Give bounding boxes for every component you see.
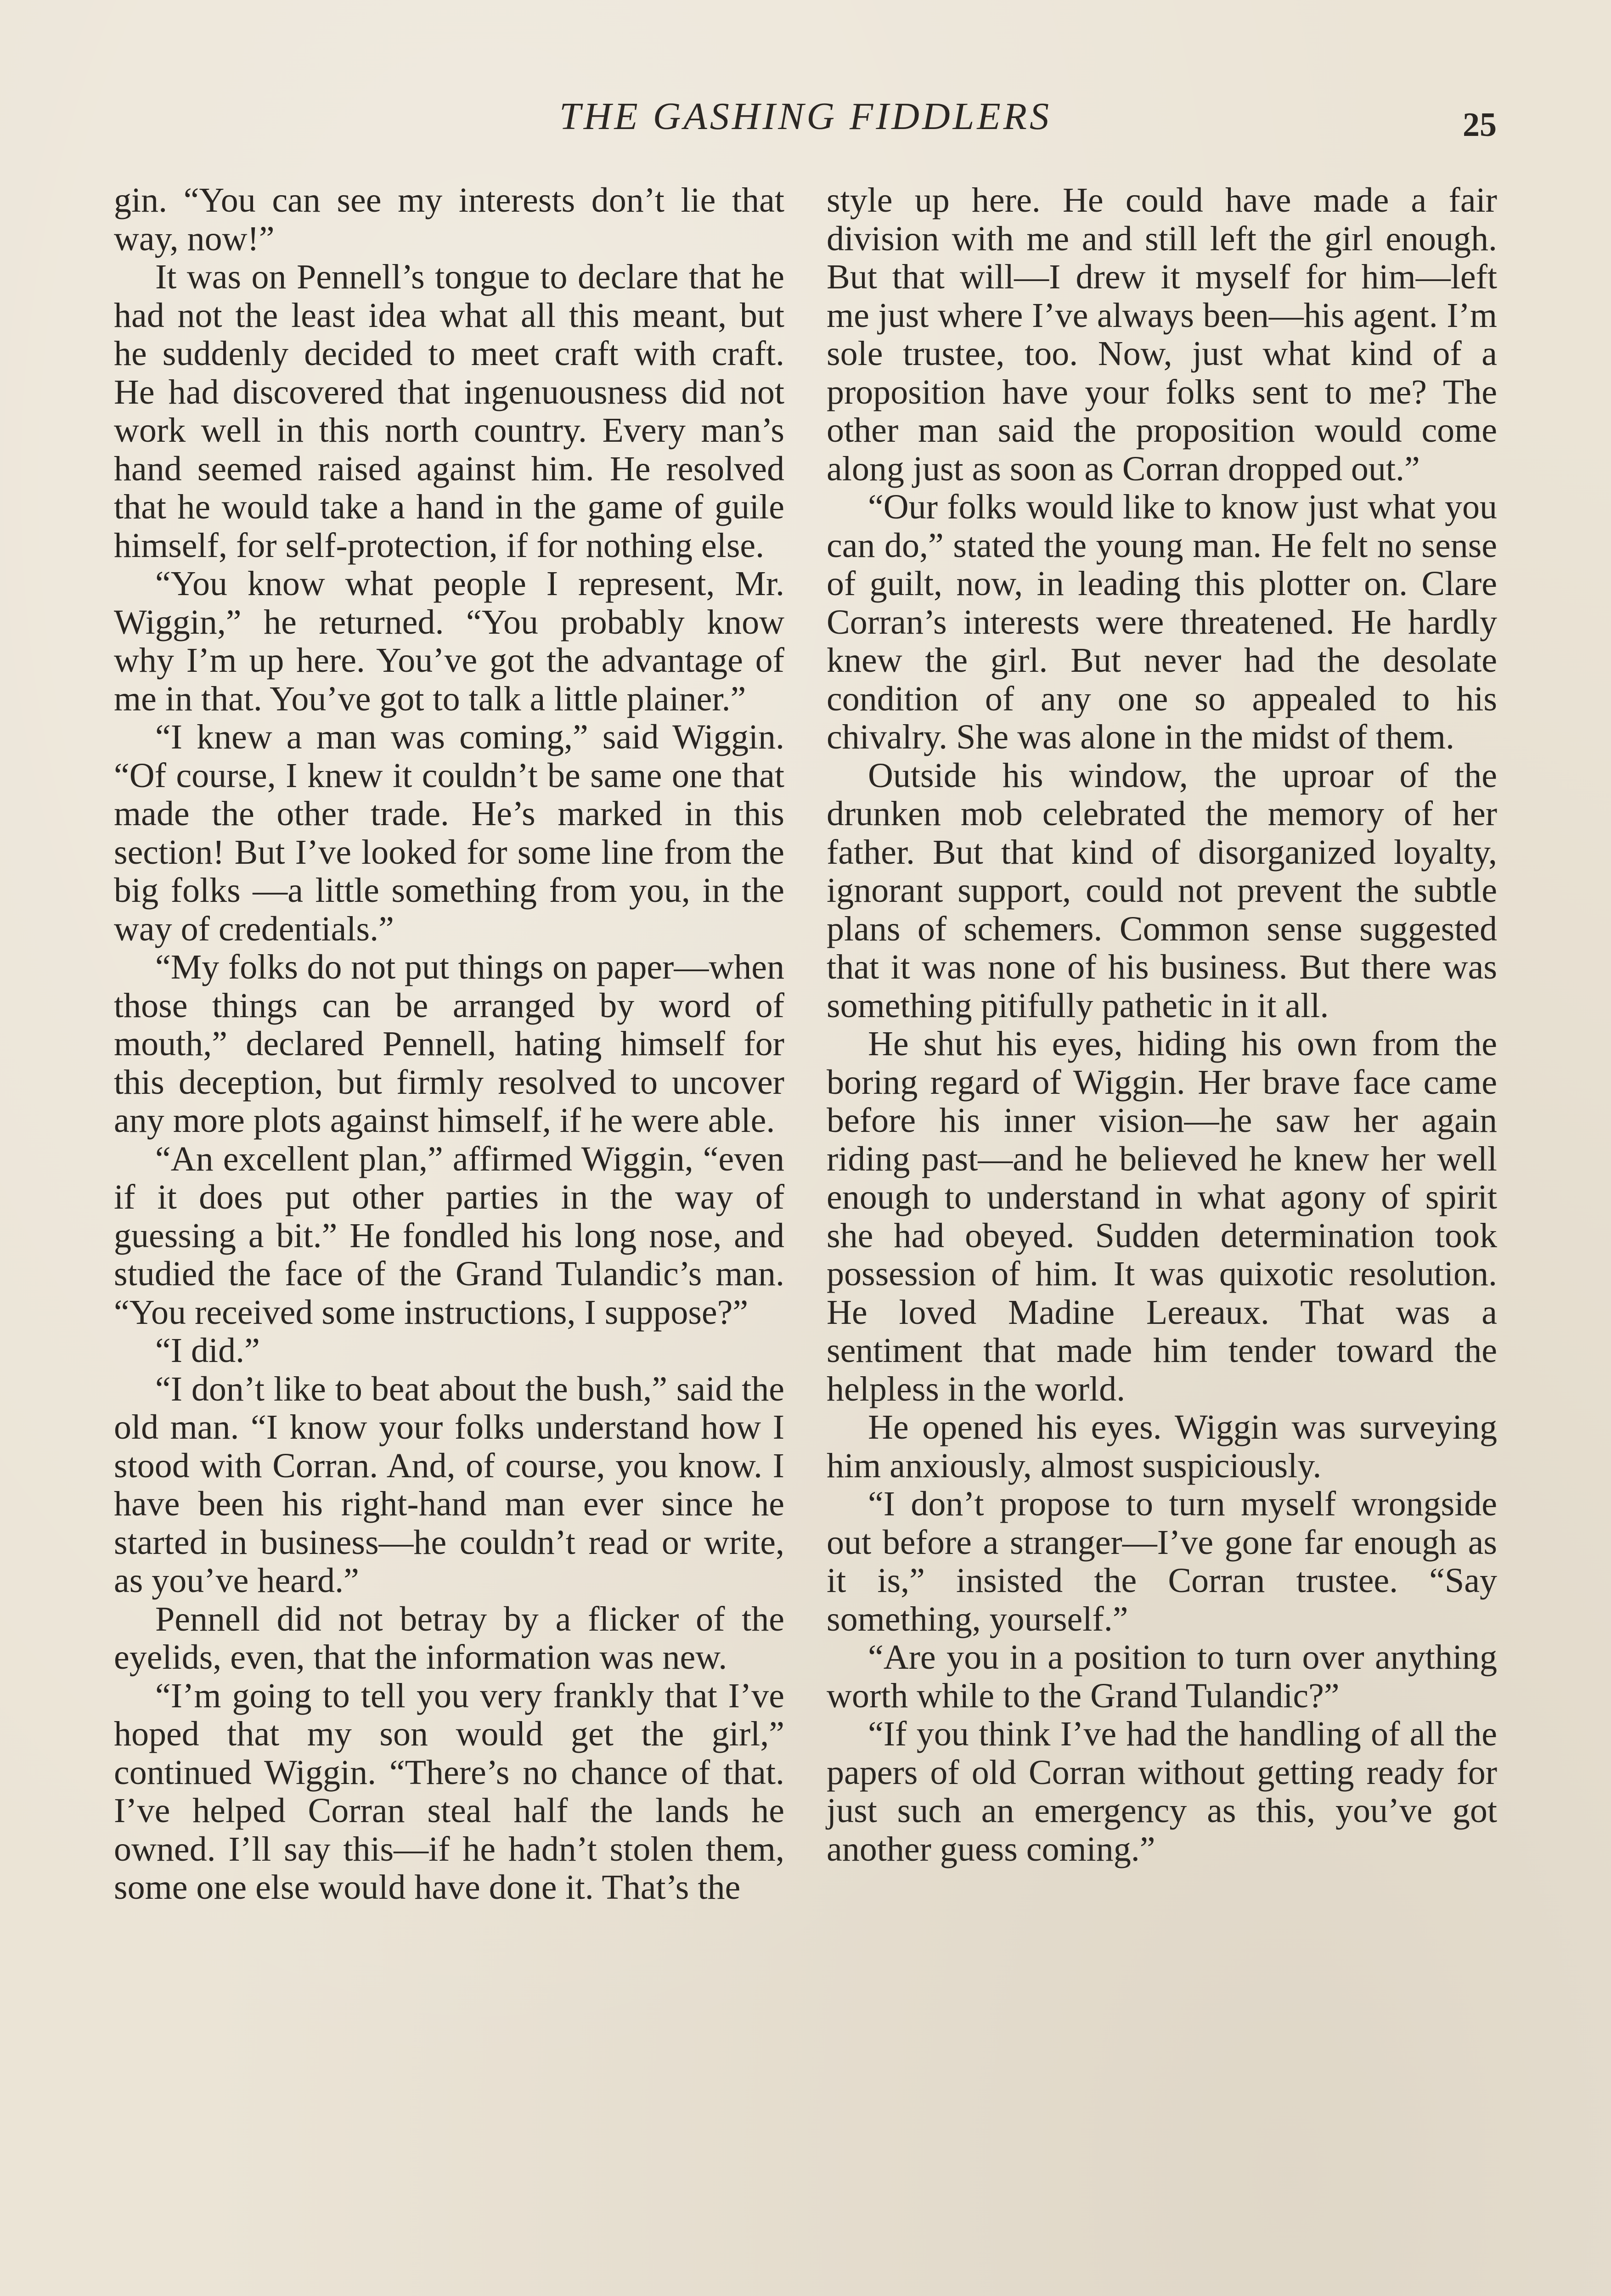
right-text-column <box>827 181 1497 2296</box>
paragraph: Outside his window, the uproar of the drunken mob celebrated the memory of her father. But that kind of disorganized loyalty, ignorant support, could not prevent the subtle plans of schemers. Common sense suggested that it was none of his business. But there was something pitifully pathetic in it all. <box>827 756 1497 1025</box>
paragraph: “Are you in a position to turn over anything worth while to the Grand Tulandic?” <box>827 1638 1497 1715</box>
running-title: THE GASHING FIDDLERS <box>559 95 1052 138</box>
paragraph: gin. “You can see my interests don’t lie that way, now!” <box>114 181 784 258</box>
paragraph: style up here. He could have made a fair division with me and still left the girl enough. But that will—I drew it myself for him—left me just where I’ve always been—his agent. I’m sole trustee, too. Now, just what kind of a proposition have your folks sent to me? The other man said the proposition would come along just as soon as Corran dropped out.” <box>827 181 1497 488</box>
page-number: 25 <box>1463 106 1497 144</box>
paragraph: Pennell did not betray by a flicker of the eyelids, even, that the information was new. <box>114 1599 784 1677</box>
paragraph: “You know what people I represent, Mr. Wiggin,” he returned. “You probably know why I’m up here. You’ve got the advantage of me in that. You’ve got to talk a little plainer.” <box>114 564 784 718</box>
paragraph: “I’m going to tell you very frankly that I’ve hoped that my son would get the girl,” continued Wiggin. “There’s no chance of that. I’ve helped Corran steal half the lands he owned. I’ll say this—if he hadn’t stolen them, some one else would have done it. That’s the <box>114 1676 784 1907</box>
paragraph: “I knew a man was coming,” said Wiggin. “Of course, I knew it couldn’t be same one that made the other trade. He’s marked in this section! But I’ve looked for some line from the big folks —a little something from you, in the way of credentials.” <box>114 718 784 948</box>
paragraph: He shut his eyes, hiding his own from the boring regard of Wiggin. Her brave face came before his inner vision—he saw her again riding past—and he believed he knew her well enough to understand in what agony of spirit she had obeyed. Sudden determination took possession of him. It was quixotic resolution. He loved Madine Lereaux. That was a sentiment that made him tender toward the helpless in the world. <box>827 1024 1497 1408</box>
paragraph: He opened his eyes. Wiggin was surveying him anxiously, almost suspiciously. <box>827 1408 1497 1485</box>
paragraph: It was on Pennell’s tongue to declare that he had not the least idea what all this meant, but he suddenly decided to meet craft with craft. He had discovered that ingenuousness did not work well in this north country. Every man’s hand seemed raised against him. He resolved that he would take a hand in the game of guile himself, for self-protection, if for nothing else. <box>114 258 784 565</box>
paragraph: “My folks do not put things on paper—when those things can be arranged by word of mouth,” declared Pennell, hating himself for this deception, but firmly resolved to uncover any more plots against himself, if he were able. <box>114 948 784 1140</box>
paragraph: “An excellent plan,” affirmed Wiggin, “even if it does put other parties in the way of guessing a bit.” He fondled his long nose, and studied the face of the Grand Tulandic’s man. “You received some instructions, I suppose?” <box>114 1139 784 1332</box>
left-text-column <box>114 181 784 2296</box>
paragraph: “Our folks would like to know just what you can do,” stated the young man. He felt no sense of guilt, now, in leading this plotter on. Clare Corran’s interests were threatened. He hardly knew the girl. But never had the desolate condition of any one so appealed to his chivalry. She was alone in the midst of them. <box>827 488 1497 756</box>
paragraph: “I did.” <box>155 1331 260 1370</box>
paragraph: “If you think I’ve had the handling of all the papers of old Corran without getting ready for just such an emergency as this, you’ve got another guess coming.” <box>827 1715 1497 1868</box>
paragraph: “I don’t like to beat about the bush,” said the old man. “I know your folks understand how I stood with Corran. And, of course, you know. I have been his right-hand man ever since he started in business—he couldn’t read or write, as you’ve heard.” <box>114 1369 784 1600</box>
paragraph: “I don’t propose to turn myself wrongside out before a stranger—I’ve gone far enough as it is,” insisted the Corran trustee. “Say something, yourself.” <box>827 1485 1497 1638</box>
